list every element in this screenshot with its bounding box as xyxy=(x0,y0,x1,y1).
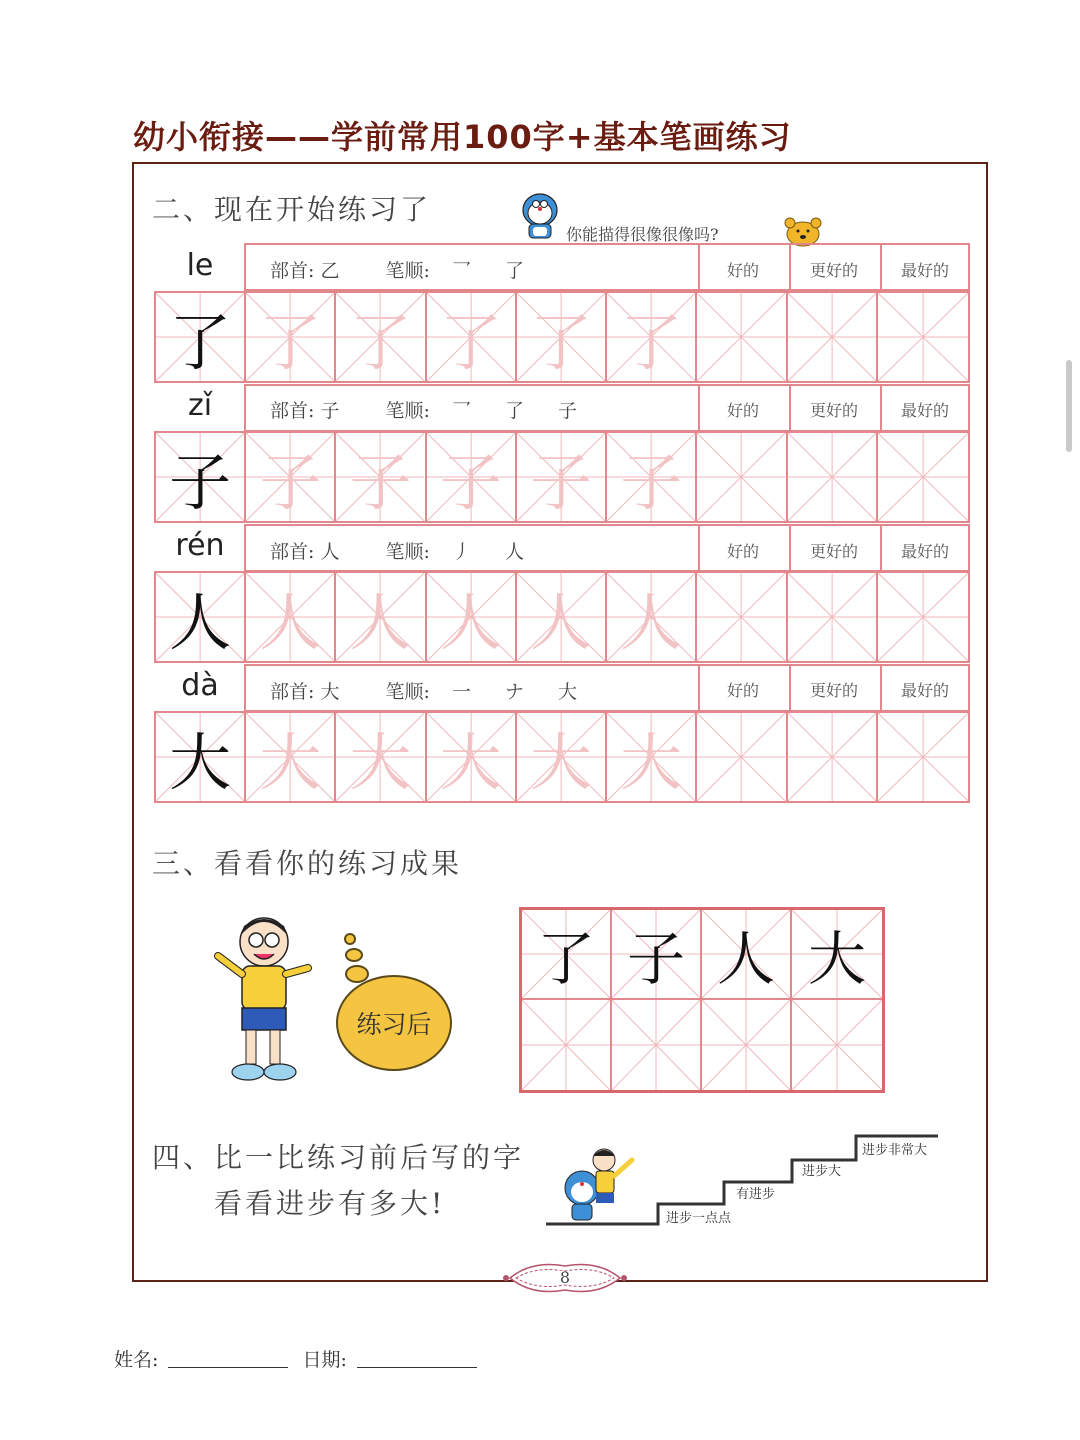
after-practice-bubble: 练习后 xyxy=(336,975,452,1071)
section-2-heading: 二、现在开始练习了 xyxy=(152,193,432,226)
practice-grid-row xyxy=(154,431,970,523)
practice-cell[interactable] xyxy=(788,293,878,381)
trace-character: 了 xyxy=(439,305,502,379)
tracing-cell[interactable] xyxy=(607,293,697,381)
section-4-heading-line2: 看看进步有多大! xyxy=(214,1187,446,1220)
result-character: 人 xyxy=(716,925,775,993)
tracing-cell[interactable] xyxy=(246,713,336,801)
trace-character: 人 xyxy=(349,585,412,659)
trace-character: 了 xyxy=(259,305,322,379)
tracing-cell[interactable] xyxy=(246,433,336,521)
tracing-prompt: 你能描得很像很像吗? xyxy=(566,225,719,244)
name-field[interactable] xyxy=(168,1367,288,1368)
practice-grid-row xyxy=(154,571,970,663)
practice-cell[interactable] xyxy=(878,433,968,521)
character-meta: 部首: 大 笔顺: 一 ナ 大 xyxy=(270,681,592,703)
trace-character: 了 xyxy=(620,305,683,379)
result-grid xyxy=(519,907,885,1093)
trace-character: 大 xyxy=(349,725,412,799)
grid-guide-lines xyxy=(878,433,968,521)
practice-cell[interactable] xyxy=(697,293,787,381)
trace-character: 人 xyxy=(259,585,322,659)
result-character: 了 xyxy=(536,925,595,993)
step-label: 进步非常大 xyxy=(862,1143,928,1158)
section-4-heading-line1: 四、比一比练习前后写的字 xyxy=(152,1141,525,1174)
trace-character: 子 xyxy=(439,445,502,519)
trace-character: 子 xyxy=(620,445,683,519)
grid-guide-lines xyxy=(702,1000,790,1090)
grid-guide-lines xyxy=(788,293,876,381)
result-character: 子 xyxy=(626,925,685,993)
rating-good: 好的 xyxy=(726,401,759,420)
practice-cell[interactable] xyxy=(878,573,968,661)
grid-guide-lines xyxy=(612,1000,700,1090)
date-label: 日期: xyxy=(302,1349,347,1371)
result-character-cell xyxy=(612,910,702,1000)
trace-character: 大 xyxy=(529,725,592,799)
grid-guide-lines xyxy=(788,573,876,661)
trace-character: 大 xyxy=(259,725,322,799)
nobita-illustration-icon xyxy=(212,912,318,1084)
practice-cell[interactable] xyxy=(788,433,878,521)
practice-grid-row xyxy=(154,711,970,803)
practice-grid-row xyxy=(154,291,970,383)
doraemon-icon xyxy=(520,190,560,242)
character-meta: 部首: 人 笔顺: 丿 人 xyxy=(270,541,539,563)
trace-character: 人 xyxy=(529,585,592,659)
character-meta: 部首: 乙 笔顺: 乛 了 xyxy=(270,260,539,282)
result-practice-cell[interactable] xyxy=(612,1000,702,1090)
tracing-cell[interactable] xyxy=(336,573,426,661)
date-field[interactable] xyxy=(357,1367,477,1368)
rating-best: 最好的 xyxy=(900,401,949,420)
trace-character: 人 xyxy=(439,585,502,659)
rating-best: 最好的 xyxy=(900,261,949,280)
page-number: 8 xyxy=(559,1268,571,1287)
pinyin-le: le xyxy=(186,248,214,283)
step-label: 进步大 xyxy=(802,1164,842,1179)
grid-guide-lines xyxy=(792,1000,882,1090)
tracing-cell[interactable] xyxy=(427,293,517,381)
tracing-cell[interactable] xyxy=(427,713,517,801)
grid-guide-lines xyxy=(878,713,968,801)
practice-cell[interactable] xyxy=(788,573,878,661)
name-label: 姓名: xyxy=(114,1349,159,1371)
model-character: 大 xyxy=(169,725,232,799)
tracing-cell[interactable] xyxy=(427,433,517,521)
rating-best: 最好的 xyxy=(900,542,949,561)
result-character-cell xyxy=(522,910,612,1000)
tracing-cell[interactable] xyxy=(246,293,336,381)
practice-cell[interactable] xyxy=(697,713,787,801)
model-character-cell xyxy=(156,433,246,521)
practice-cell[interactable] xyxy=(878,713,968,801)
practice-cell[interactable] xyxy=(697,433,787,521)
model-character-cell xyxy=(156,293,246,381)
model-character: 子 xyxy=(169,445,232,519)
practice-cell[interactable] xyxy=(878,293,968,381)
tracing-cell[interactable] xyxy=(517,293,607,381)
rating-better: 更好的 xyxy=(809,261,858,280)
result-practice-cell[interactable] xyxy=(522,1000,612,1090)
rating-best: 最好的 xyxy=(900,681,949,700)
trace-character: 子 xyxy=(529,445,592,519)
trace-character: 子 xyxy=(349,445,412,519)
step-label: 进步一点点 xyxy=(666,1211,732,1226)
tracing-cell[interactable] xyxy=(517,573,607,661)
rating-good: 好的 xyxy=(726,542,759,561)
character-meta: 部首: 子 笔顺: 乛 了 子 xyxy=(270,400,592,422)
rating-better: 更好的 xyxy=(809,542,858,561)
tracing-cell[interactable] xyxy=(517,433,607,521)
rating-better: 更好的 xyxy=(809,681,858,700)
scrollbar[interactable] xyxy=(1066,360,1072,452)
result-character-cell xyxy=(792,910,882,1000)
result-practice-cell[interactable] xyxy=(702,1000,792,1090)
step-label: 有进步 xyxy=(736,1187,776,1202)
page-title: 幼小衔接——学前常用100字+基本笔画练习 xyxy=(133,118,792,156)
result-character-cell xyxy=(702,910,792,1000)
model-character-cell xyxy=(156,573,246,661)
trace-character: 了 xyxy=(529,305,592,379)
grid-guide-lines xyxy=(697,433,785,521)
tracing-cell[interactable] xyxy=(517,713,607,801)
result-practice-cell[interactable] xyxy=(792,1000,882,1090)
rating-better: 更好的 xyxy=(809,401,858,420)
tracing-cell[interactable] xyxy=(336,293,426,381)
tracing-cell[interactable] xyxy=(607,713,697,801)
model-character-cell xyxy=(156,713,246,801)
model-character: 了 xyxy=(169,305,232,379)
trace-character: 大 xyxy=(439,725,502,799)
tracing-cell[interactable] xyxy=(336,433,426,521)
result-character: 大 xyxy=(807,925,866,993)
grid-guide-lines xyxy=(522,1000,610,1090)
grid-guide-lines xyxy=(788,713,876,801)
practice-cell[interactable] xyxy=(788,713,878,801)
pinyin-ren: rén xyxy=(175,528,225,563)
section-3-heading: 三、看看你的练习成果 xyxy=(152,847,463,880)
thought-dot xyxy=(344,933,356,945)
trace-character: 了 xyxy=(349,305,412,379)
thought-dot xyxy=(345,948,363,962)
trace-character: 大 xyxy=(620,725,683,799)
grid-guide-lines xyxy=(788,433,876,521)
footer-fields xyxy=(114,1345,485,1372)
grid-guide-lines xyxy=(697,713,785,801)
grid-guide-lines xyxy=(878,293,968,381)
grid-guide-lines xyxy=(878,573,968,661)
tracing-cell[interactable] xyxy=(246,573,336,661)
grid-guide-lines xyxy=(697,293,785,381)
tracing-cell[interactable] xyxy=(427,573,517,661)
tracing-cell[interactable] xyxy=(607,573,697,661)
grid-guide-lines xyxy=(697,573,785,661)
pinyin-zi: zǐ xyxy=(187,388,213,423)
model-character: 人 xyxy=(169,585,232,659)
tracing-cell[interactable] xyxy=(607,433,697,521)
trace-character: 子 xyxy=(259,445,322,519)
pinyin-da: dà xyxy=(181,668,219,703)
practice-cell[interactable] xyxy=(697,573,787,661)
rating-good: 好的 xyxy=(726,261,759,280)
rating-good: 好的 xyxy=(726,681,759,700)
tracing-cell[interactable] xyxy=(336,713,426,801)
trace-character: 人 xyxy=(620,585,683,659)
